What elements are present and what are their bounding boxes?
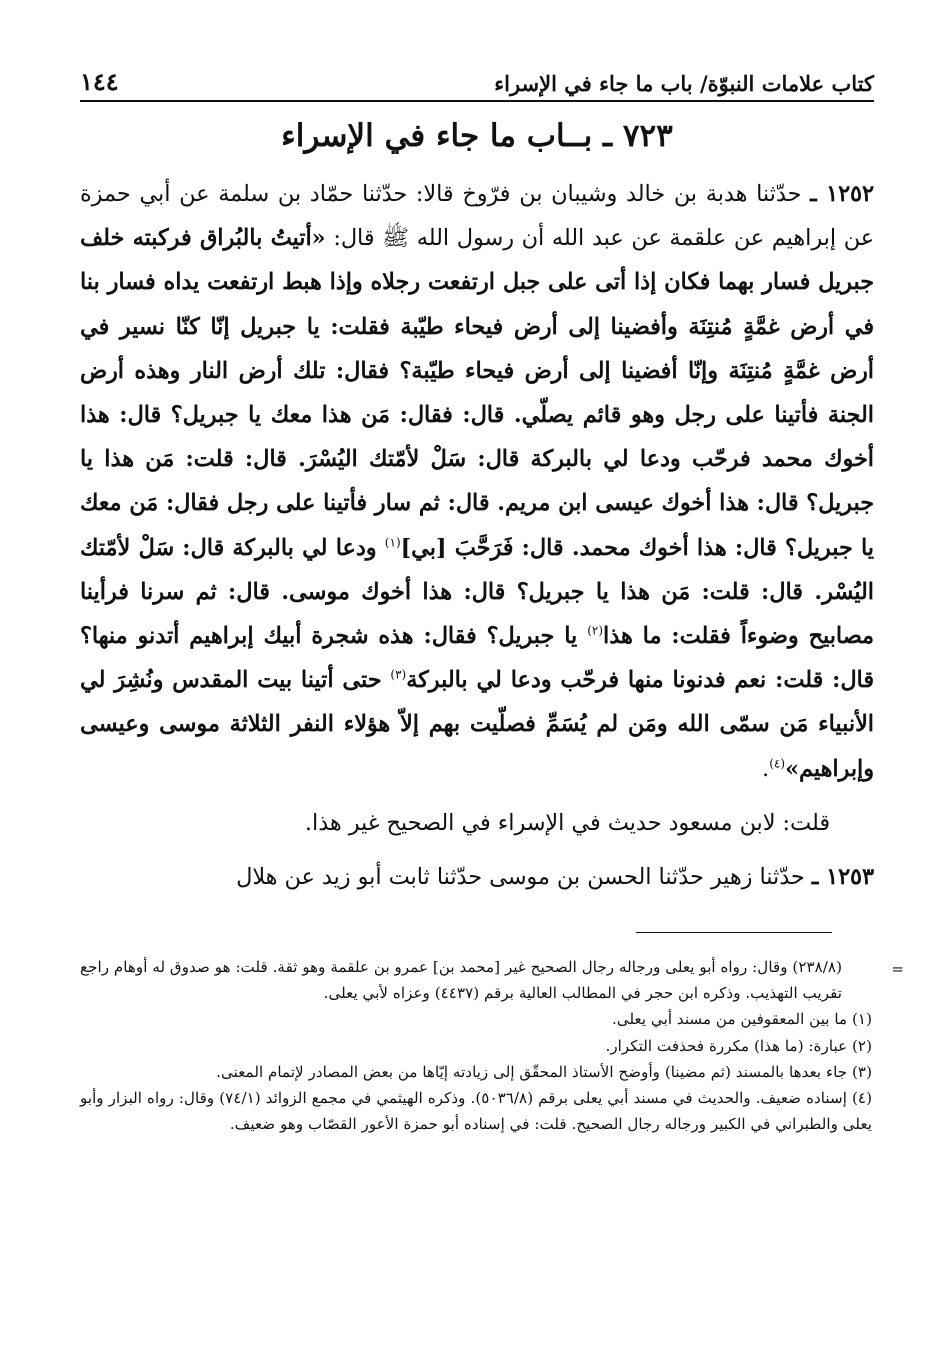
chapter-title: ٧٢٣ ـ بــاب ما جاء في الإسراء: [281, 118, 673, 154]
hadith-matn-part-1: «أتيتُ بالبُراق فركبته خلف جبريل فسار بهما فكان إذا أتى على جبل ارتفعت رجلاه وإذا هبط ارتفعت يداه فسار بنا في أرض غمَّةٍ مُنتِنَة وأفضينا إلى أرض فيحاء طيّبة فقلت: يا جبريل إنّا كنّا نسير في أرض غمَّةٍ مُنتِنَة وإنّا أفضينا إلى أرض فيحاء طيّبة؟ فقال: تلك أرض النار وهذه أرض الجنة فأتينا على رجل وهو قائم يصلّي. قال: فقال: مَن هذا معك يا جبريل؟ قال: هذا أخوك محمد فرحّب ودعا لي بالبركة قال: سَلْ لأمّتك اليُسْرَ. قال: قلت: مَن هذا يا جبريل؟ قال: هذا أخوك عيسى ابن مريم. قال: ثم سار فأتينا على رجل فقال: مَن معك يا جبريل؟ قال: هذا أخوك محمد. قال: فَرَحَّبَ [بي]: [80, 225, 874, 561]
page-number: ١٤٤: [80, 67, 119, 96]
main-text: [80, 172, 874, 899]
page-header: [80, 58, 874, 102]
hadith-1253: [80, 855, 874, 899]
footnotes: [80, 954, 904, 1137]
footnote-ref-2: (٢): [587, 623, 604, 638]
footnote-2: (٢) عبارة: (ما هذا) مكررة فحذفت التكرار.: [605, 1036, 872, 1055]
footnote-4: (٤) إسناده ضعيف. والحديث في مسند أبي يعلى برقم (٥٠٣٦/٨). وذكره الهيثمي في مجمع الزوائد (٧٤/١) وقال: رواه البزار وأبو يعلى والطبراني في الكبير ورجاله رجال الصحيح. قلت: في إسناده أبو حمزة الأعور القصّاب وهو ضعيف.: [80, 1089, 872, 1134]
footnote-3: (٣) جاء بعدها بالمسند (ثم مضينا) وأوضح الأستاذ المحقّق إلى زيادته إيّاها من بعض المصادر لإتمام المعنى.: [216, 1062, 872, 1081]
hadith-matn-part-3: يا جبريل؟ فقال: هذه شجرة أبيك إبراهيم أتدنو منها؟ قال: قلت: نعم فدنونا منها فرحّب ودعا لي بالبركة: [80, 623, 875, 694]
running-title: كتاب علامات النبوّة/ باب ما جاء في الإسراء: [494, 71, 874, 96]
footnote-continuation-text: (٢٣٨/٨) وقال: رواه أبو يعلى ورجاله رجال الصحيح غير [محمد بن] عمرو بن علقمة وهو ثقة. قلت: هو صدوق له أوهام راجع تقريب التهذيب. وذكره ابن حجر في المطالب العالية برقم (٤٤٣٧) وعزاه لأبي يعلى.: [80, 958, 842, 1003]
author-remark: قلت: لابن مسعود حديث في الإسراء في الصحيح غير هذا.: [304, 809, 830, 836]
footnote-ref-4: (٤): [769, 756, 786, 771]
hadith-number: ١٢٥٣ ـ: [811, 864, 874, 891]
hadith-matn-part-2: ودعا لي بالبركة قال: سَلْ لأمّتك اليُسْر. قال: قلت: مَن هذا يا جبريل؟ قال: هذا أخوك موسى. قال: ثم سرنا فرأينا مصابيح وضوءاً فقلت: ما هذا: [80, 534, 874, 650]
footnote-ref-3: (٣): [390, 667, 407, 682]
continuation-mark: =: [891, 960, 904, 978]
footnote-divider: [636, 932, 832, 933]
hadith-matn-end: .: [762, 755, 770, 782]
hadith-number: ١٢٥٢ ـ: [810, 181, 874, 207]
footnote-continuation: [80, 954, 904, 1006]
footnote-1: (١) ما بين المعقوفين من مسند أبي يعلى.: [612, 1010, 872, 1029]
hadith-matn-part-4: حتى أتينا بيت المقدس ونُشِرَ لي الأنبياء مَن سمّى الله ومَن لم يُسَمِّ فصلّيت بهم إلاّ هؤلاء النفر الثلاثة موسى وعيسى وإبراهيم»: [80, 667, 874, 782]
hadith-isnad: حدّثنا هدبة بن خالد وشيبان بن فرّوخ قالا: حدّثنا حمّاد بن سلمة عن أبي حمزة عن إبراهيم عن علقمة عن عبد الله أن رسول الله ﷺ قال:: [80, 181, 874, 252]
footnote-ref-1: (١): [384, 535, 401, 550]
hadith-text: حدّثنا زهير حدّثنا الحسن بن موسى حدّثنا ثابت أبو زيد عن هلال: [236, 864, 805, 891]
hadith-1252: [80, 172, 874, 791]
